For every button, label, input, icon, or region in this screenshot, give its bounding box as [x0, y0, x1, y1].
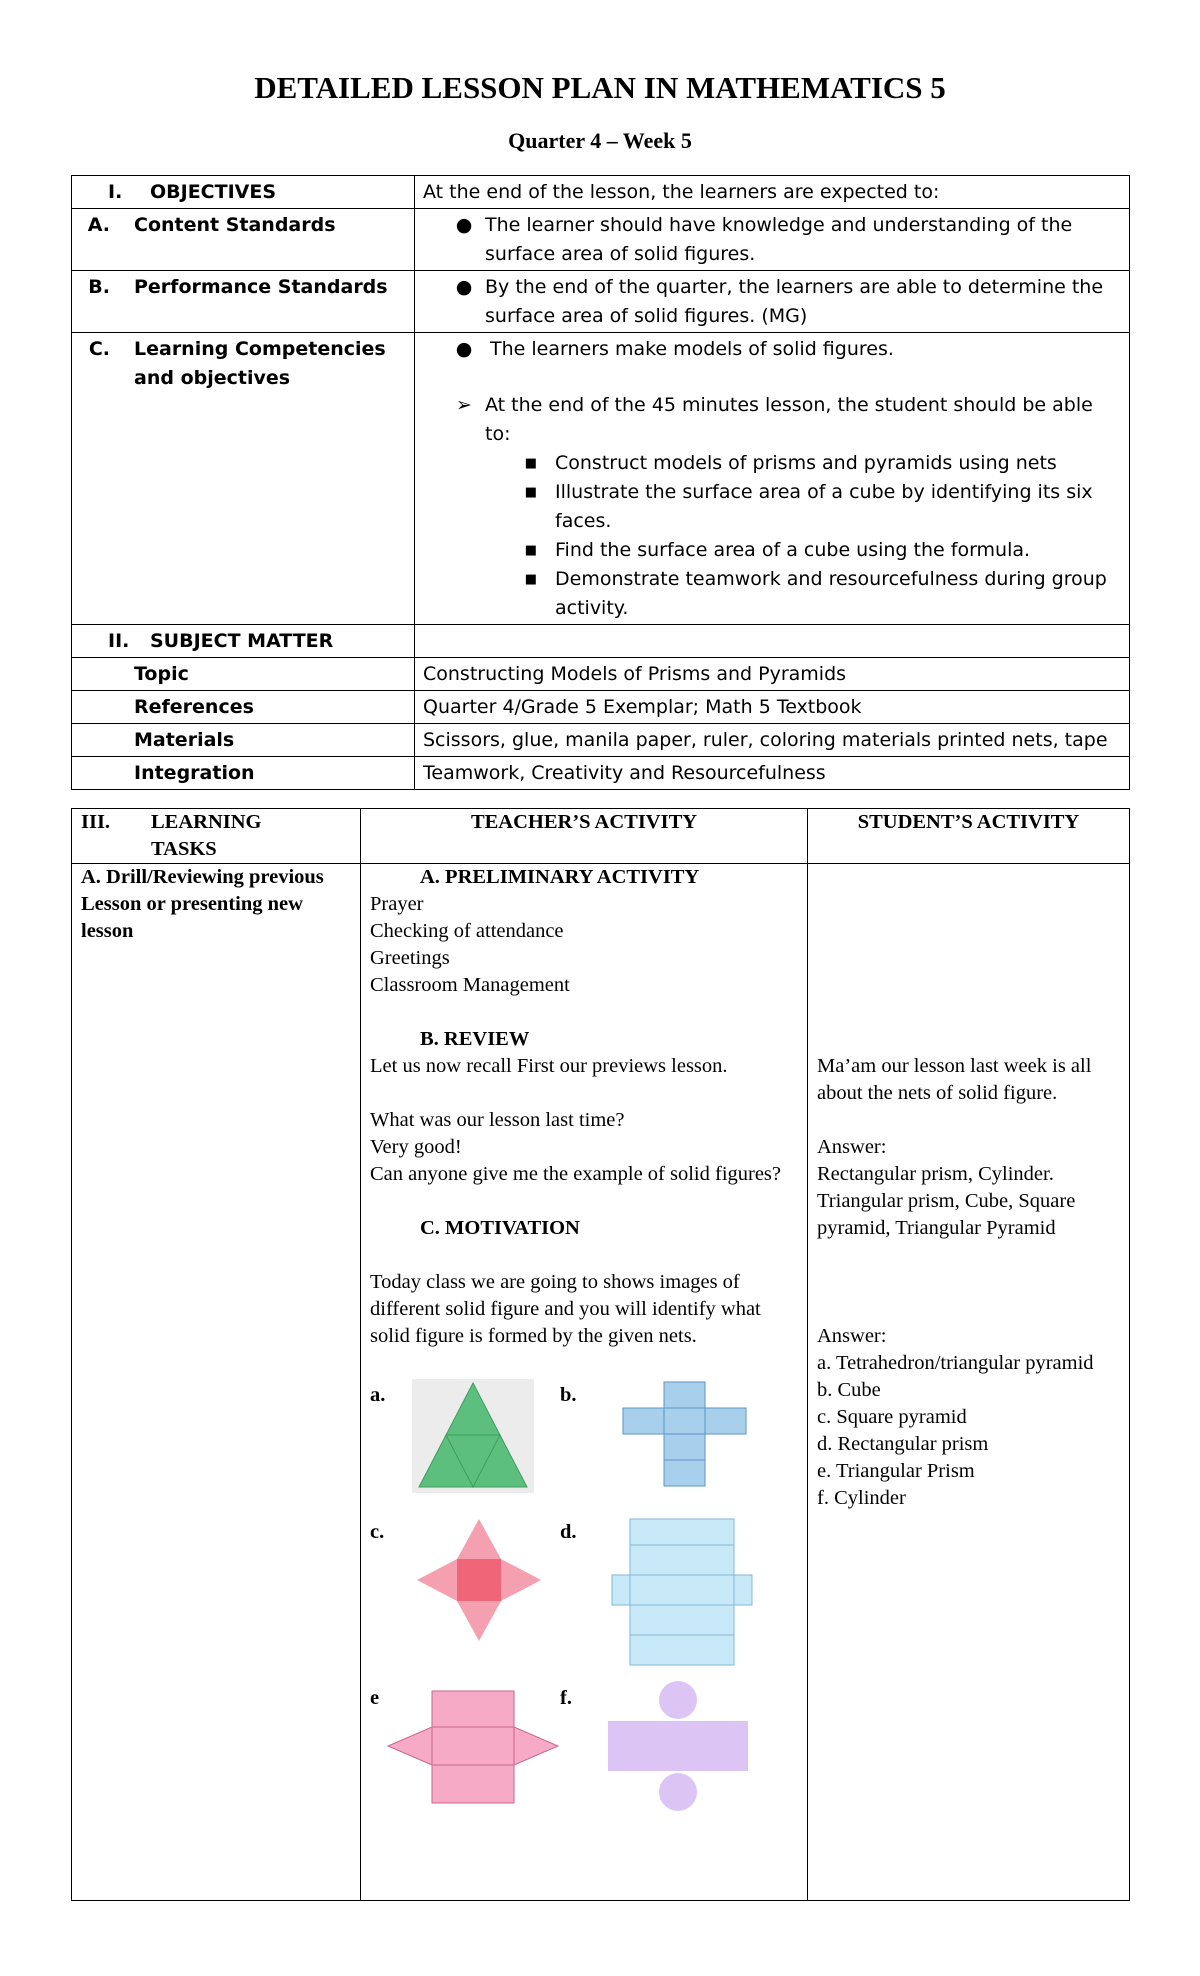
references-value: Quarter 4/Grade 5 Exemplar; Math 5 Textbook — [415, 691, 1130, 724]
topic-label: Topic — [134, 663, 189, 685]
list-item: Find the surface area of a cube using the formula. — [555, 539, 1031, 561]
net-label-a: a. — [370, 1384, 386, 1406]
cube-net-icon — [620, 1381, 750, 1487]
preliminary-title: A. PRELIMINARY ACTIVITY — [420, 866, 700, 888]
review-title: B. REVIEW — [420, 1028, 530, 1050]
question-2: Can anyone give me the example of solid figures? — [370, 1163, 782, 1185]
topic-value: Constructing Models of Prisms and Pyramids — [415, 658, 1130, 691]
section-number: I. — [108, 181, 123, 203]
learning-tasks-table — [71, 808, 1130, 1901]
nets-gallery — [370, 1377, 798, 1847]
list-item: a. Tetrahedron/triangular pyramid — [817, 1352, 1094, 1374]
square-bullet-icon: ■ — [524, 456, 537, 471]
answer-label: Answer: — [817, 1136, 887, 1158]
materials-label: Materials — [134, 729, 235, 751]
motivation-title: C. MOTIVATION — [420, 1217, 580, 1239]
integration-label: Integration — [134, 762, 255, 784]
references-label: References — [134, 696, 254, 718]
list-item: b. Cube — [817, 1379, 881, 1401]
answer-label-2: Answer: — [817, 1325, 887, 1347]
competencies-arrow-text: At the end of the 45 minutes lesson, the student should be able to: — [485, 394, 1093, 445]
list-item: c. Square pyramid — [817, 1406, 967, 1428]
rectangular-prism-net-icon — [610, 1517, 754, 1667]
square-bullet-icon: ■ — [524, 543, 537, 558]
bullet-icon: ● — [455, 276, 473, 298]
performance-standards-label: Performance Standards — [134, 276, 388, 298]
materials-value: Scissors, glue, manila paper, ruler, coloring materials printed nets, tape — [415, 724, 1130, 757]
teacher-activity-header: TEACHER’S ACTIVITY — [361, 809, 808, 864]
table-row — [72, 691, 1130, 724]
table-row — [72, 209, 1130, 271]
list-item: f. Cylinder — [817, 1487, 906, 1509]
row-label: A. Drill/Reviewing previous Lesson or presenting new lesson — [81, 866, 324, 942]
row-number: C. — [88, 338, 110, 360]
list-item: Classroom Management — [370, 974, 570, 996]
arrow-bullet-icon: ➢ — [456, 394, 472, 416]
cylinder-net-icon — [606, 1679, 750, 1815]
question-1: What was our lesson last time? — [370, 1109, 625, 1131]
student-answer-1: Ma’am our lesson last week is all about the nets of solid figure. — [817, 1055, 1092, 1104]
list-item: Illustrate the surface area of a cube by identifying its six faces. — [555, 481, 1093, 532]
section-number: II. — [108, 630, 130, 652]
review-line: Let us now recall First our previews lesson. — [370, 1055, 728, 1077]
table-row — [72, 724, 1130, 757]
net-label-c: c. — [370, 1521, 385, 1543]
subject-matter-label: SUBJECT MATTER — [150, 630, 334, 652]
table-row — [72, 333, 1130, 625]
page-title: DETAILED LESSON PLAN IN MATHEMATICS 5 — [254, 70, 946, 105]
content-standards-label: Content Standards — [134, 214, 336, 236]
list-item: Demonstrate teamwork and resourcefulness during group activity. — [555, 568, 1107, 619]
bullet-icon: ● — [455, 214, 473, 236]
net-label-d: d. — [560, 1521, 577, 1543]
bullet-icon: ● — [455, 338, 473, 360]
objectives-intro: At the end of the lesson, the learners are expected to: — [415, 176, 1130, 209]
triangular-prism-net-icon — [386, 1689, 560, 1805]
table-row — [72, 864, 1130, 1901]
very-good: Very good! — [370, 1136, 462, 1158]
tasks-label: TASKS — [151, 838, 217, 860]
learning-label: LEARNING — [151, 811, 262, 833]
list-item: e. Triangular Prism — [817, 1460, 975, 1482]
list-item: d. Rectangular prism — [817, 1433, 989, 1455]
square-bullet-icon: ■ — [524, 485, 537, 500]
list-item: Checking of attendance — [370, 920, 564, 942]
table-row — [72, 658, 1130, 691]
student-activity-header: STUDENT’S ACTIVITY — [808, 809, 1130, 864]
net-label-f: f. — [560, 1687, 572, 1709]
list-item: Prayer — [370, 893, 424, 915]
student-answer-2: Rectangular prism, Cylinder. Triangular prism, Cube, Square pyramid, Triangular Pyramid — [817, 1163, 1076, 1239]
net-label-e: e — [370, 1687, 380, 1709]
list-item: Construct models of prisms and pyramids using nets — [555, 452, 1057, 474]
content-standards-text: The learner should have knowledge and understanding of the surface area of solid figures. — [485, 214, 1073, 265]
objectives-table — [71, 175, 1130, 790]
list-item: Greetings — [370, 947, 450, 969]
table-row — [72, 176, 1130, 209]
tetrahedron-net-icon — [412, 1379, 534, 1493]
objectives-label: OBJECTIVES — [150, 181, 277, 203]
competencies-label: Learning Competencies and objectives — [134, 338, 386, 389]
table-row — [72, 271, 1130, 333]
performance-standards-text: By the end of the quarter, the learners are able to determine the surface area of solid figures. (MG) — [485, 276, 1104, 327]
square-pyramid-net-icon — [415, 1517, 543, 1643]
net-label-b: b. — [560, 1384, 577, 1406]
competencies-text: The learners make models of solid figures. — [490, 338, 894, 360]
integration-value: Teamwork, Creativity and Resourcefulness — [415, 757, 1130, 790]
table-header-row — [72, 809, 1130, 864]
section-number: III. — [81, 811, 111, 833]
table-row — [72, 625, 1130, 658]
square-bullet-icon: ■ — [524, 572, 537, 587]
row-number: A. — [87, 214, 110, 236]
row-number: B. — [88, 276, 110, 298]
motivation-text: Today class we are going to shows images of different solid figure and you will identify what solid figure is formed by the given nets. — [370, 1271, 761, 1347]
table-row — [72, 757, 1130, 790]
page-subtitle: Quarter 4 – Week 5 — [508, 128, 692, 153]
